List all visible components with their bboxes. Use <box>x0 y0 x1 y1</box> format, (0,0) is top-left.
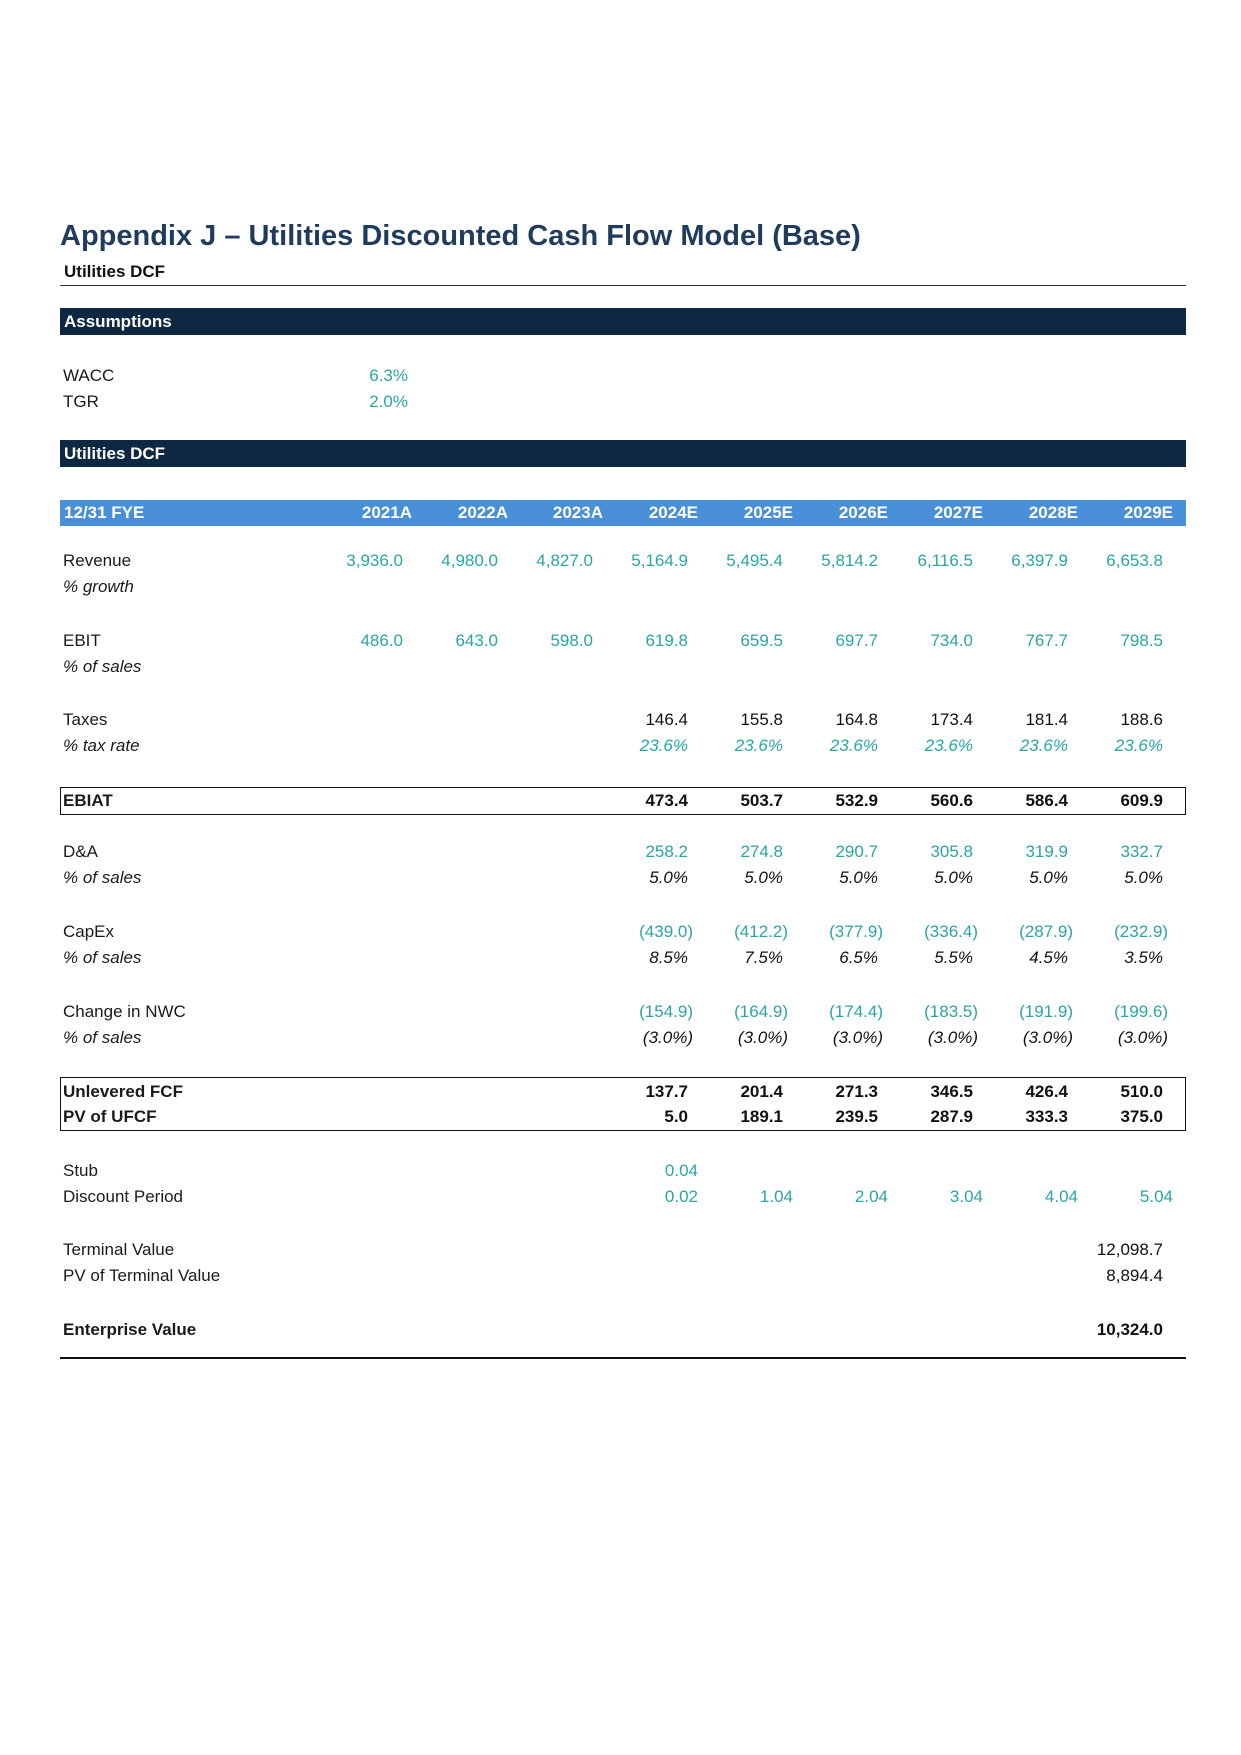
ebit-pct-label: % of sales <box>63 657 142 676</box>
capex-row <box>0 920 1241 944</box>
nwc-pct-value: (3.0%) <box>927 1028 978 1047</box>
growth-row <box>0 575 1241 599</box>
capex-value: (377.9) <box>829 922 883 941</box>
capex-value: (232.9) <box>1114 922 1168 941</box>
capex-value: (336.4) <box>924 922 978 941</box>
dcf-band: Utilities DCF <box>60 440 1186 467</box>
capex-pct-value: 4.5% <box>1029 948 1068 967</box>
growth-label: % growth <box>63 577 134 596</box>
nwc-pct-value: (3.0%) <box>1117 1028 1168 1047</box>
revenue-value: 6,653.8 <box>1106 551 1163 570</box>
year-header: 2027E <box>933 503 983 522</box>
pv-ufcf-value: 189.1 <box>740 1107 783 1126</box>
revenue-value: 6,116.5 <box>917 551 973 570</box>
da-pct-value: 5.0% <box>1029 868 1068 887</box>
discount-period-value: 3.04 <box>949 1187 983 1206</box>
wacc-value: 6.3% <box>369 366 408 385</box>
stub-value: 0.04 <box>664 1161 698 1180</box>
nwc-row <box>0 1000 1241 1024</box>
taxes-value: 181.4 <box>1025 710 1068 729</box>
da-value: 332.7 <box>1120 842 1163 861</box>
da-pct-label: % of sales <box>63 868 142 887</box>
enterprise-value-label: Enterprise Value <box>63 1320 197 1339</box>
discount-period-value: 1.04 <box>759 1187 793 1206</box>
pv-ufcf-row <box>0 1105 1241 1129</box>
pv-terminal-value-label: PV of Terminal Value <box>63 1266 221 1285</box>
discount-period-label: Discount Period <box>63 1187 184 1206</box>
title-rule <box>60 285 1186 286</box>
ebiat-value: 532.9 <box>835 791 878 810</box>
tax-rate-value: 23.6% <box>639 736 688 755</box>
nwc-pct-row <box>0 1026 1241 1050</box>
tgr-label: TGR <box>63 392 99 411</box>
da-label: D&A <box>63 842 98 861</box>
nwc-value: (183.5) <box>924 1002 978 1021</box>
ebit-value: 619.8 <box>645 631 688 650</box>
terminal-value-label: Terminal Value <box>63 1240 175 1259</box>
ebit-value: 598.0 <box>550 631 593 650</box>
ebiat-value: 473.4 <box>645 791 688 810</box>
capex-pct-value: 6.5% <box>839 948 878 967</box>
year-header: 2021A <box>361 503 412 522</box>
tax-rate-label: % tax rate <box>63 736 140 755</box>
stub-label: Stub <box>63 1161 98 1180</box>
capex-pct-row <box>0 946 1241 970</box>
nwc-pct-value: (3.0%) <box>737 1028 788 1047</box>
nwc-pct-value: (3.0%) <box>642 1028 693 1047</box>
taxes-value: 146.4 <box>645 710 688 729</box>
ufcf-row <box>0 1080 1241 1104</box>
tax-rate-value: 23.6% <box>1114 736 1163 755</box>
nwc-value: (191.9) <box>1019 1002 1073 1021</box>
capex-pct-value: 3.5% <box>1124 948 1163 967</box>
nwc-value: (199.6) <box>1114 1002 1168 1021</box>
ufcf-value: 137.7 <box>645 1082 688 1101</box>
revenue-label: Revenue <box>63 551 132 570</box>
nwc-value: (164.9) <box>734 1002 788 1021</box>
ebit-value: 643.0 <box>455 631 498 650</box>
da-value: 258.2 <box>645 842 688 861</box>
ebit-row <box>0 629 1241 653</box>
ebiat-value: 586.4 <box>1025 791 1068 810</box>
pv-terminal-value-row <box>0 1264 1241 1288</box>
discount-period-row <box>0 1185 1241 1209</box>
enterprise-value-row <box>0 1318 1241 1342</box>
nwc-pct-value: (3.0%) <box>1022 1028 1073 1047</box>
pv-ufcf-value: 375.0 <box>1120 1107 1163 1126</box>
nwc-pct-label: % of sales <box>63 1028 142 1047</box>
nwc-value: (174.4) <box>829 1002 883 1021</box>
ufcf-label: Unlevered FCF <box>63 1082 183 1101</box>
revenue-value: 4,980.0 <box>441 551 498 570</box>
taxes-value: 188.6 <box>1120 710 1163 729</box>
revenue-value: 6,397.9 <box>1011 551 1068 570</box>
year-header: 2025E <box>743 503 793 522</box>
da-pct-value: 5.0% <box>649 868 688 887</box>
enterprise-value-rule <box>60 1357 1186 1359</box>
revenue-value: 5,814.2 <box>821 551 878 570</box>
tax-rate-value: 23.6% <box>829 736 878 755</box>
taxes-label: Taxes <box>63 710 108 729</box>
pv-ufcf-value: 333.3 <box>1025 1107 1068 1126</box>
year-header: 2026E <box>838 503 888 522</box>
taxes-value: 164.8 <box>835 710 878 729</box>
pv-ufcf-value: 239.5 <box>835 1107 878 1126</box>
da-pct-row <box>0 866 1241 890</box>
capex-value: (439.0) <box>639 922 693 941</box>
tax-rate-value: 23.6% <box>924 736 973 755</box>
da-value: 319.9 <box>1025 842 1068 861</box>
discount-period-value: 0.02 <box>664 1187 698 1206</box>
ufcf-value: 271.3 <box>835 1082 878 1101</box>
discount-period-value: 2.04 <box>854 1187 888 1206</box>
fye-header <box>60 500 1186 526</box>
discount-period-value: 5.04 <box>1139 1187 1173 1206</box>
ufcf-value: 426.4 <box>1025 1082 1068 1101</box>
ebit-value: 659.5 <box>740 631 783 650</box>
enterprise-value: 10,324.0 <box>1096 1320 1163 1339</box>
pv-ufcf-value: 5.0 <box>664 1107 688 1126</box>
pv-ufcf-value: 287.9 <box>930 1107 973 1126</box>
tax-rate-row <box>0 734 1241 758</box>
da-value: 290.7 <box>835 842 878 861</box>
ebit-label: EBIT <box>63 631 101 650</box>
terminal-value: 12,098.7 <box>1096 1240 1163 1259</box>
page-title: Appendix J – Utilities Discounted Cash Flow Model (Base) <box>60 220 861 252</box>
wacc-label: WACC <box>63 366 115 385</box>
da-row <box>0 840 1241 864</box>
revenue-value: 3,936.0 <box>346 551 403 570</box>
taxes-value: 155.8 <box>740 710 783 729</box>
discount-period-value: 4.04 <box>1044 1187 1078 1206</box>
nwc-value: (154.9) <box>639 1002 693 1021</box>
da-pct-value: 5.0% <box>1124 868 1163 887</box>
pv-ufcf-label: PV of UFCF <box>63 1107 157 1126</box>
ebit-value: 798.5 <box>1120 631 1163 650</box>
ebit-value: 734.0 <box>930 631 973 650</box>
year-header: 2028E <box>1028 503 1078 522</box>
revenue-value: 5,164.9 <box>631 551 688 570</box>
revenue-value: 5,495.4 <box>726 551 783 570</box>
da-value: 274.8 <box>740 842 783 861</box>
ebit-value: 486.0 <box>360 631 403 650</box>
revenue-value: 4,827.0 <box>536 551 593 570</box>
capex-value: (287.9) <box>1019 922 1073 941</box>
year-header: 2029E <box>1123 503 1173 522</box>
year-header: 2023A <box>552 503 603 522</box>
taxes-value: 173.4 <box>930 710 973 729</box>
terminal-value-row <box>0 1238 1241 1262</box>
capex-value: (412.2) <box>734 922 788 941</box>
ufcf-value: 346.5 <box>930 1082 973 1101</box>
fye-label: 12/31 FYE <box>64 503 145 522</box>
ebit-value: 697.7 <box>835 631 878 650</box>
taxes-row <box>0 708 1241 732</box>
page-subtitle: Utilities DCF <box>64 262 166 281</box>
year-header: 2024E <box>648 503 698 522</box>
year-header: 2022A <box>457 503 508 522</box>
da-pct-value: 5.0% <box>934 868 973 887</box>
capex-pct-value: 8.5% <box>649 948 688 967</box>
capex-pct-value: 7.5% <box>744 948 783 967</box>
assumptions-band: Assumptions <box>60 308 1186 335</box>
capex-label: CapEx <box>63 922 115 941</box>
da-pct-value: 5.0% <box>839 868 878 887</box>
tax-rate-value: 23.6% <box>734 736 783 755</box>
pv-terminal-value: 8,894.4 <box>1106 1266 1163 1285</box>
capex-pct-label: % of sales <box>63 948 142 967</box>
stub-row <box>0 1159 1241 1183</box>
da-pct-value: 5.0% <box>744 868 783 887</box>
ufcf-value: 201.4 <box>740 1082 783 1101</box>
ebiat-label: EBIAT <box>63 791 113 810</box>
ebit-value: 767.7 <box>1025 631 1068 650</box>
ebiat-row <box>0 789 1241 813</box>
ebit-pct-row <box>0 655 1241 679</box>
nwc-label: Change in NWC <box>63 1002 186 1021</box>
nwc-pct-value: (3.0%) <box>832 1028 883 1047</box>
ebiat-value: 503.7 <box>740 791 783 810</box>
tgr-value: 2.0% <box>369 392 408 411</box>
ebiat-value: 560.6 <box>930 791 973 810</box>
tax-rate-value: 23.6% <box>1019 736 1068 755</box>
ebiat-value: 609.9 <box>1120 791 1163 810</box>
revenue-row <box>0 549 1241 573</box>
ufcf-value: 510.0 <box>1120 1082 1163 1101</box>
da-value: 305.8 <box>930 842 973 861</box>
capex-pct-value: 5.5% <box>934 948 973 967</box>
